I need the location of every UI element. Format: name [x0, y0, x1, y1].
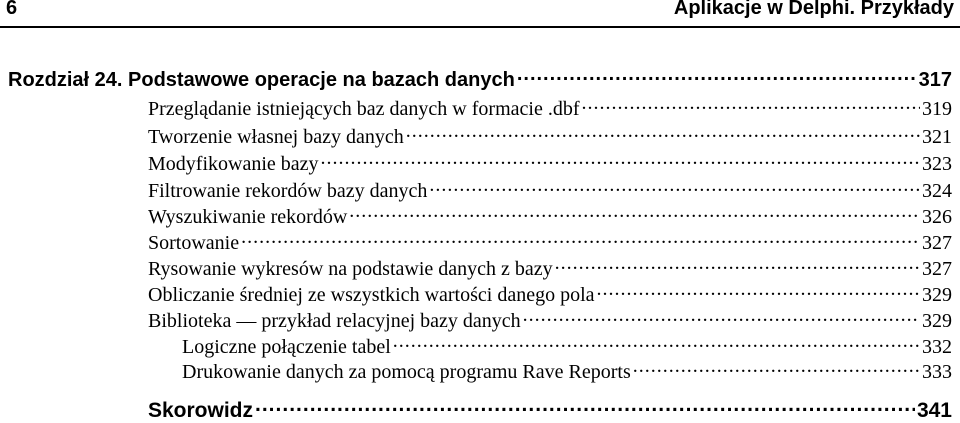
toc-section[interactable]	[148, 229, 952, 255]
section-title: Przeglądanie istniejących baz danych w formacie .dbf	[148, 98, 580, 120]
dot-leader	[429, 177, 920, 197]
header-rule	[0, 26, 960, 28]
section-page: 323	[922, 153, 952, 175]
toc-subsection[interactable]	[182, 358, 952, 384]
toc-section[interactable]	[148, 150, 952, 176]
section-title: Filtrowanie rekordów bazy danych	[148, 180, 428, 202]
index-page: 341	[916, 399, 952, 422]
running-title: Aplikacje w Delphi. Przykłady	[673, 0, 954, 19]
index-title: Skorowidz	[148, 399, 254, 422]
dot-leader	[255, 396, 915, 417]
toc-section[interactable]	[148, 203, 952, 229]
toc-index[interactable]	[148, 396, 952, 423]
toc-section[interactable]	[148, 177, 952, 203]
subsection-page: 332	[922, 336, 952, 358]
section-page: 327	[922, 232, 952, 254]
dot-leader	[523, 307, 920, 327]
section-page: 327	[922, 258, 952, 280]
dot-leader	[581, 95, 920, 115]
toc-section[interactable]	[148, 95, 952, 121]
subsection-title: Logiczne połączenie tabel	[182, 336, 391, 358]
page-number: 6	[6, 0, 18, 19]
section-title: Obliczanie średniej ze wszystkich wartości danego pola	[148, 284, 595, 306]
subsection-page: 333	[922, 361, 952, 383]
toc-section[interactable]	[148, 255, 952, 281]
chapter-page: 317	[918, 69, 952, 91]
dot-leader	[555, 255, 920, 275]
dot-leader	[597, 281, 920, 301]
chapter-title: Rozdział 24. Podstawowe operacje na bazach danych	[8, 69, 515, 91]
section-title: Sortowanie	[148, 232, 240, 254]
section-title: Modyfikowanie bazy	[148, 153, 319, 175]
toc-subsection[interactable]	[182, 333, 952, 359]
subsection-title: Drukowanie danych za pomocą programu Rave Reports	[182, 361, 631, 383]
section-page: 324	[922, 180, 952, 202]
section-title: Biblioteka — przykład relacyjnej bazy danych	[148, 310, 521, 332]
dot-leader	[349, 203, 920, 223]
dot-leader	[517, 66, 917, 86]
section-page: 326	[922, 206, 952, 228]
dot-leader	[321, 150, 920, 170]
dot-leader	[393, 333, 920, 353]
toc-section[interactable]	[148, 123, 952, 149]
section-page: 321	[922, 126, 952, 148]
section-page: 319	[922, 98, 952, 120]
dot-leader	[241, 229, 920, 249]
dot-leader	[633, 358, 920, 378]
section-title: Tworzenie własnej bazy danych	[148, 126, 404, 148]
running-header	[0, 0, 960, 26]
section-title: Wyszukiwanie rekordów	[148, 206, 348, 228]
toc-section[interactable]	[148, 281, 952, 307]
toc-section[interactable]	[148, 307, 952, 333]
dot-leader	[406, 123, 920, 143]
section-page: 329	[922, 310, 952, 332]
toc-chapter[interactable]	[8, 66, 952, 92]
section-title: Rysowanie wykresów na podstawie danych z bazy	[148, 258, 553, 280]
section-page: 329	[922, 284, 952, 306]
